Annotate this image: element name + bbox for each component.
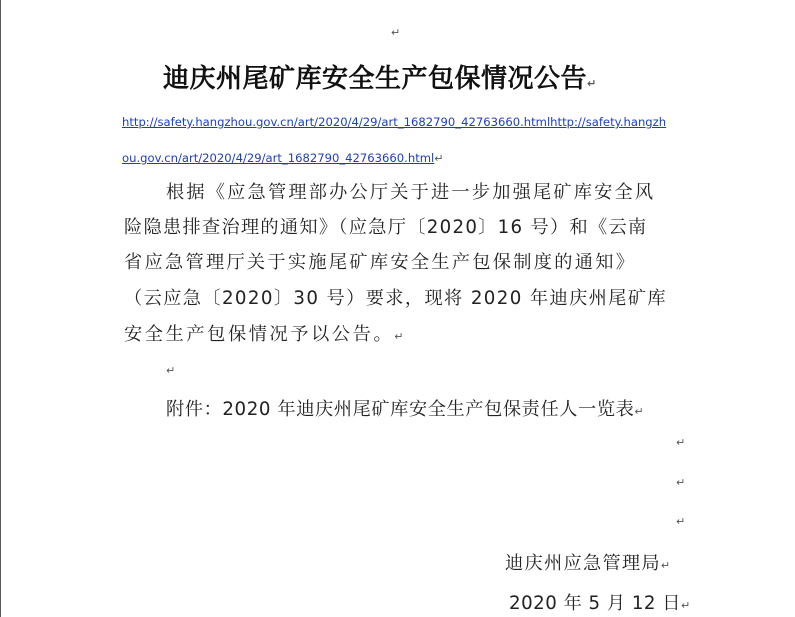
date-text: 2020 年 5 月 12 日 — [509, 593, 681, 614]
signature-organization — [505, 549, 671, 575]
body-line-3: 省应急管理厅关于实施尾矿库安全生产包保制度的通知》 — [124, 252, 637, 273]
paragraph-mark: ↵ — [587, 77, 597, 90]
title-text: 迪庆州尾矿库安全生产包保情况公告 — [163, 64, 588, 94]
source-link-line-2 — [122, 147, 444, 166]
body-line-1: 根据《应急管理部办公厅关于进一步加强尾矿库安全风 — [166, 182, 656, 203]
paragraph-mark: ↵ — [660, 559, 672, 572]
source-link[interactable]: ou.gov.cn/art/2020/4/29/art_1682790_42763660.html — [122, 151, 435, 165]
source-link[interactable]: http://safety.hangzhou.gov.cn/art/2020/4/29/art_1682790_42763660.htmlhttp://safety.hangzh — [122, 115, 667, 129]
organization-text: 迪庆州应急管理局 — [505, 553, 661, 574]
paragraph-mark: ↵ — [394, 330, 407, 343]
paragraph-mark: ↵ — [676, 476, 686, 489]
paragraph-mark: ↵ — [434, 152, 444, 165]
attachment-text: 附件：2020 年迪庆州尾矿库安全生产包保责任人一览表 — [166, 399, 635, 420]
body-line-2: 险隐患排查治理的通知》（应急厅〔2020〕16 号）和《云南 — [124, 217, 648, 238]
paragraph-mark: ↵ — [391, 26, 401, 39]
attachment-line — [166, 395, 644, 421]
paragraph-mark: ↵ — [676, 515, 686, 528]
body-line-5 — [124, 320, 406, 346]
body-line-4: （云应急〔2020〕30 号）要求，现将 2020 年迪庆州尾矿库 — [124, 288, 668, 309]
document-title — [163, 58, 597, 95]
signature-date — [509, 589, 691, 615]
paragraph-mark: ↵ — [676, 436, 686, 449]
page-left-border — [0, 0, 1, 617]
body-line-5-text: 安全生产包保情况予以公告。 — [124, 324, 395, 345]
paragraph-mark: ↵ — [166, 364, 176, 377]
paragraph-mark: ↵ — [680, 599, 691, 612]
source-link-line-1 — [122, 111, 666, 130]
paragraph-mark: ↵ — [634, 405, 645, 418]
